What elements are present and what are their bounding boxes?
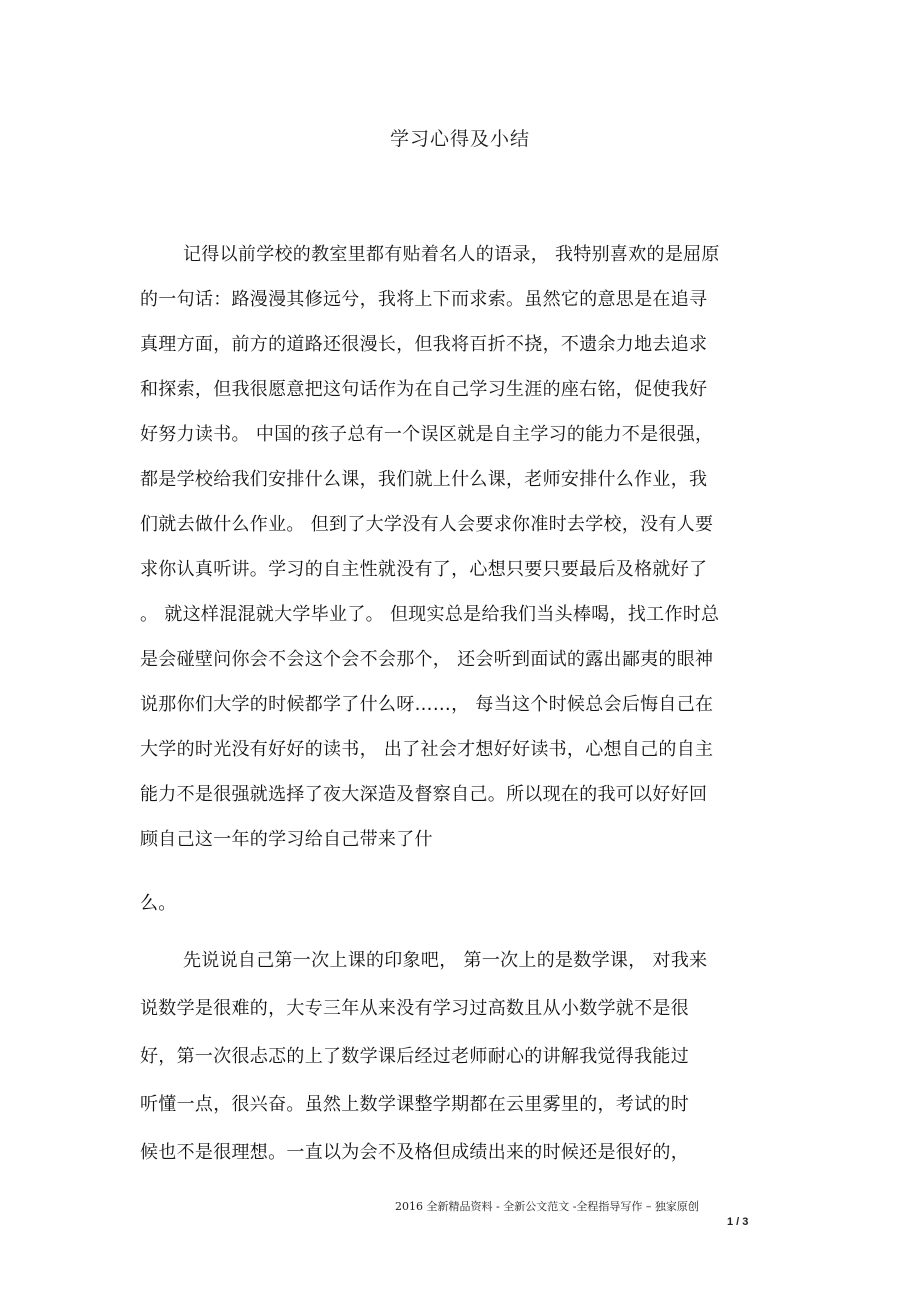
paragraph-line: 是会碰壁问你会不会这个会不会那个， 还会听到面试的露出鄙夷的眼神 xyxy=(140,649,714,670)
paragraph-line: 么。 xyxy=(140,893,177,914)
paragraph-line: 求你认真听讲。学习的自主性就没有了，心想只要只要最后及格就好了 xyxy=(140,559,708,580)
paragraph-line: 都是学校给我们安排什么课，我们就上什么课，老师安排什么作业，我 xyxy=(140,469,708,490)
paragraph-line: 和探索，但我很愿意把这句话作为在自己学习生涯的座右铭，促使我好 xyxy=(140,379,708,400)
paragraph-line: 先说说自己第一次上课的印象吧， 第一次上的是数学课， 对我来 xyxy=(183,950,708,971)
paragraph-line: 记得以前学校的教室里都有贴着名人的语录， 我特别喜欢的是屈原 xyxy=(183,244,720,265)
paragraph-line: 能力不是很强就选择了夜大深造及督察自己。所以现在的我可以好好回 xyxy=(140,784,708,805)
document-title: 学习心得及小结 xyxy=(389,128,530,150)
paragraph-line: 们就去做什么作业。 但到了大学没有人会要求你准时去学校，没有人要 xyxy=(140,514,714,535)
paragraph-line: 顾自己这一年的学习给自己带来了什 xyxy=(140,829,433,850)
paragraph-line: 。 就这样混混就大学毕业了。 但现实总是给我们当头棒喝，找工作时总 xyxy=(140,604,720,625)
footer-promo-text: 2016 全新精品资料 - 全新公文范文 -全程指导写作 – 独家原创 xyxy=(395,1200,699,1213)
page-number: 1 / 3 xyxy=(727,1216,749,1228)
paragraph-line: 真理方面，前方的道路还很漫长，但我将百折不挠，不遗余力地去追求 xyxy=(140,334,708,355)
paragraph-line: 说数学是很难的，大专三年从来没有学习过高数且从小数学就不是很 xyxy=(140,998,689,1019)
paragraph-line: 大学的时光没有好好的读书， 出了社会才想好好读书，心想自己的自主 xyxy=(140,739,714,760)
paragraph-line: 的一句话：路漫漫其修远兮，我将上下而求索。虽然它的意思是在追寻 xyxy=(140,289,708,310)
paragraph-line: 听懂一点，很兴奋。虽然上数学课整学期都在云里雾里的，考试的时 xyxy=(140,1094,689,1115)
paragraph-line: 候也不是很理想。一直以为会不及格但成绩出来的时候还是很好的， xyxy=(140,1142,689,1163)
paragraph-line: 说那你们大学的时候都学了什么呀……， 每当这个时候总会后悔自己在 xyxy=(140,694,714,715)
paragraph-line: 好努力读书。 中国的孩子总有一个误区就是自主学习的能力不是很强， xyxy=(140,424,714,445)
paragraph-line: 好，第一次很忐忑的上了数学课后经过老师耐心的讲解我觉得我能过 xyxy=(140,1046,689,1067)
